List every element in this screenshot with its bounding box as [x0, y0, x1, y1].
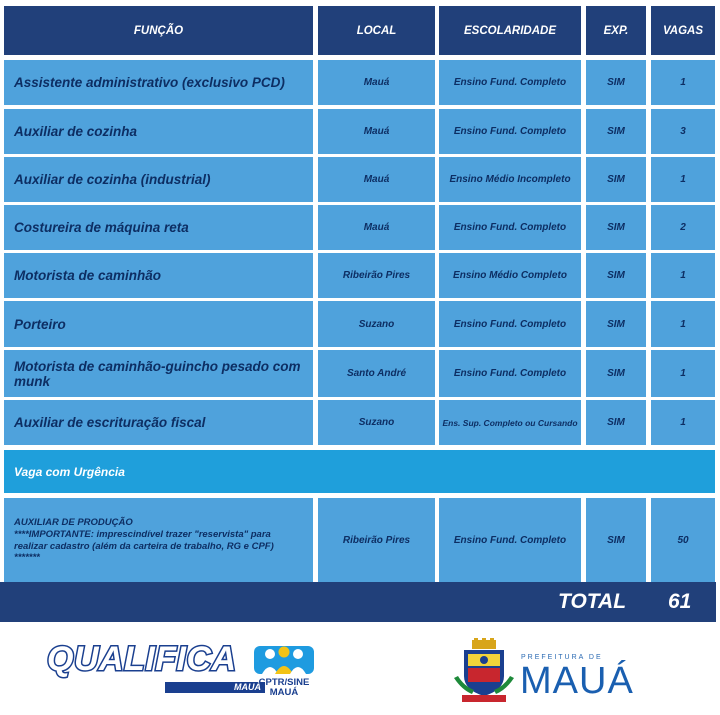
urgent-section-label: Vaga com Urgência — [4, 450, 715, 493]
cell-exp: SIM — [586, 109, 646, 154]
cell-escolaridade: Ensino Fund. Completo — [439, 109, 581, 154]
cell-exp: SIM — [586, 498, 646, 583]
cell-local: Mauá — [318, 157, 435, 202]
cell-exp: SIM — [586, 350, 646, 397]
header-vagas: VAGAS — [651, 6, 715, 55]
header-exp: EXP. — [586, 6, 646, 55]
cell-vagas: 1 — [651, 253, 715, 298]
qualifica-logo-title: QUALIFICA — [47, 640, 237, 678]
cell-funcao: Motorista de caminhão-guincho pesado com munk — [4, 350, 313, 397]
cell-vagas: 1 — [651, 157, 715, 202]
cell-exp: SIM — [586, 400, 646, 445]
cptr-logo-line1: CPTR/SINE — [258, 677, 310, 688]
table-row — [4, 109, 715, 154]
cell-local: Santo André — [318, 350, 435, 397]
total-value: 61 — [668, 590, 692, 613]
header-funcao: FUNÇÃO — [4, 6, 313, 55]
cptr-sine-logo — [252, 640, 316, 700]
cell-vagas: 1 — [651, 60, 715, 105]
header-escolaridade: ESCOLARIDADE — [439, 6, 581, 55]
cell-vagas: 1 — [651, 301, 715, 347]
table-row — [4, 350, 715, 397]
cell-vagas: 1 — [651, 400, 715, 445]
total-bar — [0, 582, 716, 622]
urgent-role-title: AUXILIAR DE PRODUÇÃO — [14, 516, 133, 528]
cell-local: Mauá — [318, 60, 435, 105]
cell-escolaridade: Ensino Fund. Completo — [439, 301, 581, 347]
cell-vagas: 2 — [651, 205, 715, 250]
cell-funcao: Assistente administrativo (exclusivo PCD) — [4, 60, 313, 105]
cell-vagas: 50 — [651, 498, 715, 583]
cell-escolaridade: Ensino Médio Incompleto — [439, 157, 581, 202]
table-row — [4, 400, 715, 445]
urgent-note-line: ****IMPORTANTE: imprescindível trazer "reservista" para — [14, 528, 271, 540]
table-header — [4, 6, 715, 55]
header-local: LOCAL — [318, 6, 435, 55]
table-row — [4, 301, 715, 347]
cell-local: Ribeirão Pires — [318, 253, 435, 298]
coat-of-arms-icon — [452, 638, 516, 704]
cell-exp: SIM — [586, 157, 646, 202]
cell-funcao-urgent — [4, 498, 313, 583]
cell-escolaridade: Ensino Fund. Completo — [439, 60, 581, 105]
table-row — [4, 205, 715, 250]
cell-local: Suzano — [318, 301, 435, 347]
cell-exp: SIM — [586, 205, 646, 250]
cell-exp: SIM — [586, 60, 646, 105]
urgent-note-line: realizar cadastro (além da carteira de trabalho, RG e CPF) — [14, 540, 274, 552]
table-row — [4, 157, 715, 202]
cell-escolaridade: Ensino Médio Completo — [439, 253, 581, 298]
cell-funcao: Auxiliar de escrituração fiscal — [4, 400, 313, 445]
cell-escolaridade: Ensino Fund. Completo — [439, 498, 581, 583]
cell-vagas: 1 — [651, 350, 715, 397]
cptr-logo-line2: MAUÁ — [269, 687, 299, 698]
total-label: TOTAL — [558, 590, 627, 613]
qualifica-logo-subtitle: MAUÁ — [165, 682, 265, 693]
cell-escolaridade: Ensino Fund. Completo — [439, 205, 581, 250]
cell-funcao: Motorista de caminhão — [4, 253, 313, 298]
prefeitura-maua-logo — [452, 638, 634, 709]
urgent-note-line: ******* — [14, 552, 40, 564]
cell-funcao: Auxiliar de cozinha — [4, 109, 313, 154]
table-row — [4, 60, 715, 105]
cell-local: Ribeirão Pires — [318, 498, 435, 583]
cell-funcao: Porteiro — [4, 301, 313, 347]
cell-vagas: 3 — [651, 109, 715, 154]
cell-escolaridade: Ens. Sup. Completo ou Cursando — [439, 400, 581, 445]
people-icon — [252, 640, 316, 676]
cell-escolaridade: Ensino Fund. Completo — [439, 350, 581, 397]
cell-funcao: Costureira de máquina reta — [4, 205, 313, 250]
cell-local: Mauá — [318, 205, 435, 250]
prefeitura-logo-name: MAUÁ — [520, 660, 634, 702]
table-row-urgent — [4, 498, 715, 583]
cell-exp: SIM — [586, 301, 646, 347]
cell-local: Mauá — [318, 109, 435, 154]
prefeitura-logo-prefix: PREFEITURA DE — [521, 654, 603, 661]
table-row — [4, 253, 715, 298]
cell-local: Suzano — [318, 400, 435, 445]
qualifica-logo — [47, 640, 261, 692]
cell-exp: SIM — [586, 253, 646, 298]
cell-funcao: Auxiliar de cozinha (industrial) — [4, 157, 313, 202]
